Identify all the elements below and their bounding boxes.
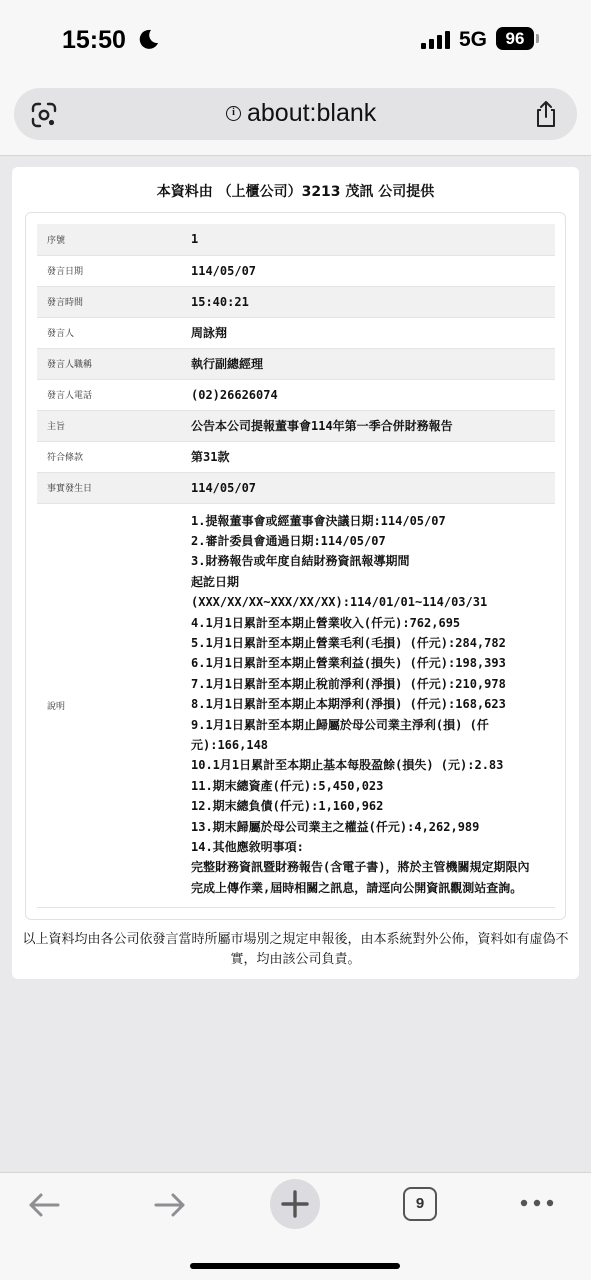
row-value: 公告本公司提報董事會114年第一季合併財務報告	[191, 410, 555, 441]
description-line: 13.期末歸屬於母公司業主之權益(仟元):4,262,989	[191, 819, 480, 834]
address-bar[interactable]	[14, 88, 577, 140]
row-label: 發言人電話	[37, 379, 191, 410]
description-line: 7.1月1日累計至本期止稅前淨利(淨損) (仟元):210,978	[191, 676, 506, 691]
table-row-description	[37, 503, 555, 908]
forward-arrow-icon[interactable]	[152, 1189, 188, 1221]
info-icon[interactable]: i	[226, 106, 241, 121]
table-row	[37, 348, 555, 379]
description-line: 5.1月1日累計至本期止營業毛利(毛損) (仟元):284,782	[191, 635, 506, 650]
description-line: 3.財務報告或年度自結財務資訊報導期間	[191, 554, 410, 569]
description-line: 起訖日期	[191, 574, 240, 589]
description-value	[191, 503, 555, 908]
url-display[interactable]	[226, 99, 376, 128]
description-line: 9.1月1日累計至本期止歸屬於母公司業主淨利(損) (仟元):166,148	[191, 717, 489, 752]
row-value: 周詠翔	[191, 317, 555, 348]
browser-address-area	[0, 80, 591, 156]
row-label: 符合條款	[37, 441, 191, 472]
plus-icon	[270, 1179, 320, 1229]
status-bar	[0, 0, 591, 80]
table-row	[37, 286, 555, 317]
row-value: (02)26626074	[191, 379, 555, 410]
description-line: (XXX/XX/XX~XXX/XX/XX):114/01/01~114/03/31	[191, 595, 488, 610]
announcement-table	[37, 224, 555, 908]
row-value: 執行副總經理	[191, 348, 555, 379]
row-label: 說明	[37, 503, 191, 908]
new-tab-button[interactable]	[270, 1179, 320, 1229]
description-line: 8.1月1日累計至本期止本期淨利(淨損) (仟元):168,623	[191, 697, 506, 712]
description-line: 完整財務資訊暨財務報告(含電子書)，將於主管機關規定期限內	[191, 860, 530, 875]
table-row	[37, 255, 555, 286]
table-row	[37, 224, 555, 255]
row-label: 事實發生日	[37, 472, 191, 503]
battery-tip	[536, 34, 539, 43]
share-icon[interactable]	[532, 99, 560, 129]
more-icon[interactable]	[519, 1195, 555, 1211]
row-value: 114/05/07	[191, 255, 555, 286]
description-line: 11.期末總資產(仟元):5,450,023	[191, 778, 384, 793]
status-time: 15:50	[62, 26, 126, 54]
cellular-signal-icon	[421, 31, 450, 49]
table-row	[37, 379, 555, 410]
announcement-card	[25, 212, 566, 920]
url-text[interactable]: about:blank	[247, 99, 377, 127]
description-line: 1.提報董事會或經董事會決議日期:114/05/07	[191, 513, 446, 528]
row-label: 發言時間	[37, 286, 191, 317]
back-arrow-icon[interactable]	[26, 1189, 62, 1221]
row-value: 15:40:21	[191, 286, 555, 317]
description-line: 12.期末總負債(仟元):1,160,962	[191, 799, 384, 814]
table-row	[37, 410, 555, 441]
table-row	[37, 317, 555, 348]
description-line: 6.1月1日累計至本期止營業利益(損失) (仟元):198,393	[191, 656, 506, 671]
web-content	[12, 167, 579, 979]
description-line: 4.1月1日累計至本期止營業收入(仟元):762,695	[191, 615, 461, 630]
row-label: 發言人	[37, 317, 191, 348]
battery-icon: 96	[496, 27, 534, 50]
provider-heading: 本資料由 （上櫃公司）3213 茂訊 公司提供	[156, 184, 435, 200]
row-value: 114/05/07	[191, 472, 555, 503]
network-type: 5G	[459, 28, 488, 51]
disclaimer-text: 以上資料均由各公司依發言當時所屬市場別之規定申報後，由本系統對外公佈，資料如有虛偽不實，均由該公司負責。	[22, 932, 569, 967]
row-value: 1	[191, 224, 555, 255]
tabs-button[interactable]: 9	[403, 1187, 437, 1221]
row-label: 發言人職稱	[37, 348, 191, 379]
moon-icon	[138, 28, 160, 50]
description-line: 14.其他應敘明事項:	[191, 840, 304, 854]
row-label: 序號	[37, 224, 191, 255]
home-indicator	[190, 1263, 400, 1269]
row-value: 第31款	[191, 441, 555, 472]
row-label: 主旨	[37, 410, 191, 441]
description-line: 2.審計委員會通過日期:114/05/07	[191, 533, 386, 548]
browser-toolbar	[0, 1172, 591, 1280]
row-label: 發言日期	[37, 255, 191, 286]
description-line: 完成上傳作業,屆時相關之訊息，請逕向公開資訊觀測站查詢。	[191, 880, 523, 895]
description-line: 10.1月1日累計至本期止基本每股盈餘(損失) (元):2.83	[191, 758, 504, 773]
google-lens-icon[interactable]	[30, 101, 58, 129]
table-row	[37, 441, 555, 472]
table-row	[37, 472, 555, 503]
